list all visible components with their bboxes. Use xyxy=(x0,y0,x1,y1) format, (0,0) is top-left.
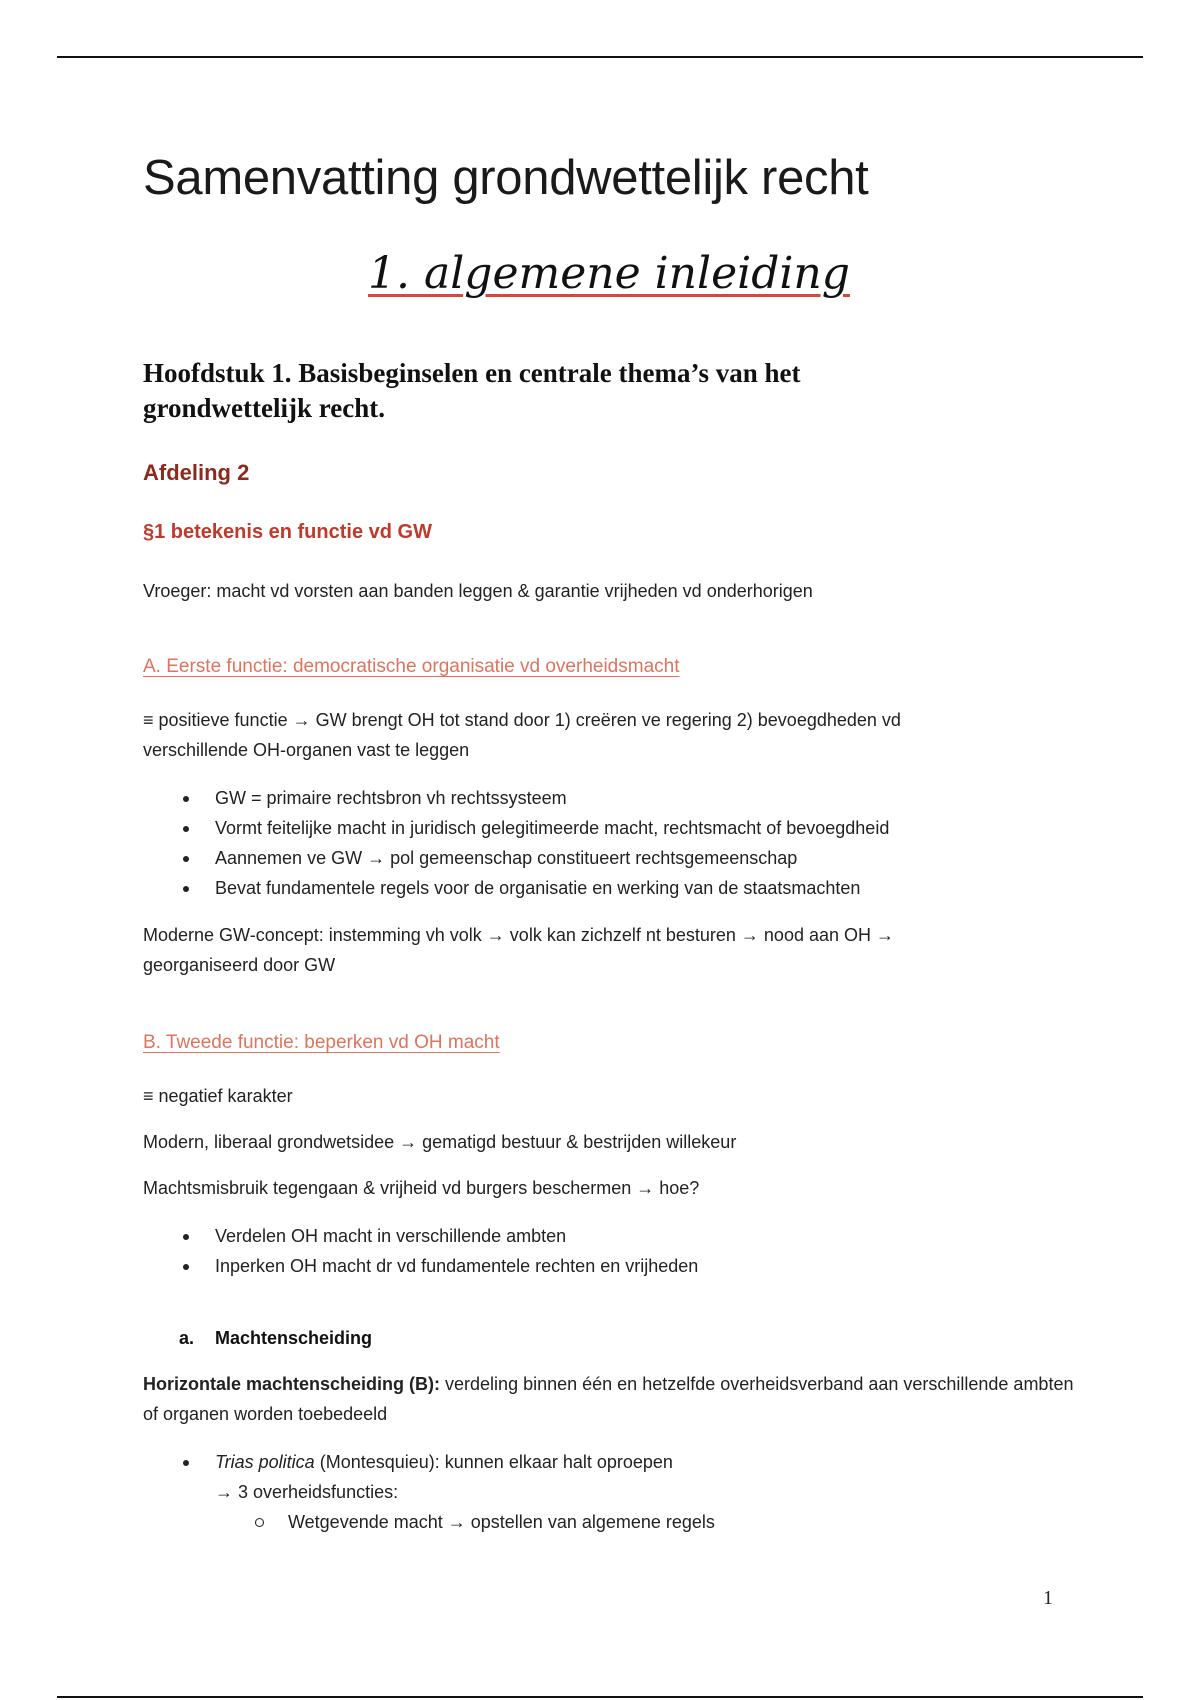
list-item: Verdelen OH macht in verschillende ambten xyxy=(143,1221,698,1251)
section-a-list xyxy=(143,783,889,903)
trias-text: (Montesquieu): kunnen elkaar halt oproepen xyxy=(314,1452,673,1472)
trias-functions-line: → 3 overheidsfuncties: xyxy=(215,1482,399,1502)
list-item xyxy=(143,1447,715,1477)
intro-text: Vroeger: macht vd vorsten aan banden leggen & garantie vrijheden vd onderhorigen xyxy=(143,581,813,601)
bullet-icon xyxy=(183,1460,189,1466)
trias-term: Trias politica xyxy=(215,1452,315,1472)
section-a-text: ≡ positieve functie → GW brengt OH tot stand door 1) creëren ve regering 2) bevoegdheden vd verschillende OH-organen vast te leggen xyxy=(143,710,901,760)
top-rule xyxy=(57,56,1143,58)
list-item: Vormt feitelijke macht in juridisch gelegitimeerde macht, rechtsmacht of bevoegdheid xyxy=(143,813,889,843)
chapter-title: 1. algemene inleiding xyxy=(368,248,850,299)
definition-term: Horizontale machtenscheiding (B): xyxy=(143,1374,441,1394)
section-b-list xyxy=(143,1221,698,1281)
list-item: Inperken OH macht dr vd fundamentele rechten en vrijheden xyxy=(143,1251,698,1281)
section-a-heading: A. Eerste functie: democratische organisatie vd overheidsmacht xyxy=(143,656,680,677)
trias-sub-item: Wetgevende macht → opstellen van algemene regels xyxy=(288,1512,715,1532)
main-heading: Hoofdstuk 1. Basisbeginselen en centrale thema’s van het grondwettelijk recht. xyxy=(143,358,801,423)
section-b-text-1: ≡ negatief karakter xyxy=(143,1086,293,1106)
circle-bullet-icon xyxy=(255,1518,264,1527)
machtenscheiding-heading xyxy=(179,1328,372,1349)
section-b-text-3: Machtsmisbruik tegengaan & vrijheid vd burgers beschermen → hoe? xyxy=(143,1178,700,1198)
horizontal-machtenscheiding-text xyxy=(143,1369,1083,1429)
document-title: Samenvatting grondwettelijk recht xyxy=(143,151,869,205)
section-heading: §1 betekenis en functie vd GW xyxy=(143,521,432,543)
bottom-rule xyxy=(57,1696,1143,1698)
list-item: Bevat fundamentele regels voor de organisatie en werking van de staatsmachten xyxy=(143,873,889,903)
page-number: 1 xyxy=(1043,1587,1053,1609)
trias-politica-block xyxy=(143,1447,715,1537)
list-item: Aannemen ve GW → pol gemeenschap constitueert rechtsgemeenschap xyxy=(143,843,889,873)
list-item xyxy=(143,1507,715,1537)
section-b-text-2: Modern, liberaal grondwetsidee → gematigd bestuur & bestrijden willekeur xyxy=(143,1132,737,1152)
definition-text: verdeling binnen één en hetzelfde overheidsverband aan verschillende ambten of organen worden toebedeeld xyxy=(143,1374,1074,1424)
modern-gw-text: Moderne GW-concept: instemming vh volk → volk kan zichzelf nt besturen → nood aan OH → georganiseerd door GW xyxy=(143,925,894,975)
list-number: a. xyxy=(179,1328,195,1348)
machtenscheiding-label: Machtenscheiding xyxy=(215,1328,373,1348)
list-item: GW = primaire rechtsbron vh rechtssysteem xyxy=(143,783,889,813)
afdeling-heading: Afdeling 2 xyxy=(143,460,250,485)
section-b-heading: B. Tweede functie: beperken vd OH macht xyxy=(143,1032,500,1053)
